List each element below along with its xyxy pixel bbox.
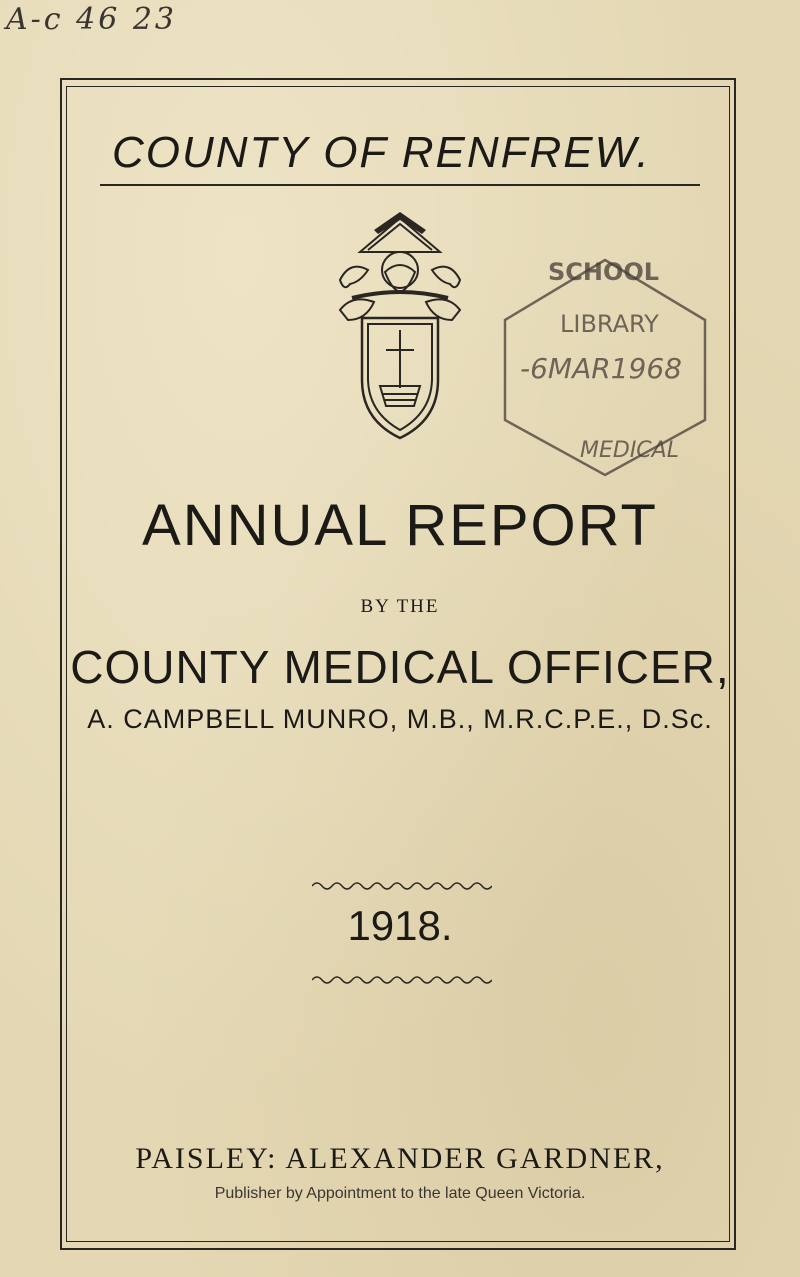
title-rule (100, 184, 700, 186)
officer-title: COUNTY MEDICAL OFFICER, (70, 641, 730, 693)
county-crest-icon (330, 210, 470, 450)
wavy-rule-bottom (312, 974, 492, 988)
by-the-label: BY THE (360, 596, 440, 617)
archive-mark: A-c 46 23 (6, 2, 178, 37)
stamp-date-text: -6MAR1968 (520, 352, 682, 385)
county-title: COUNTY OF RENFREW. (112, 128, 651, 177)
publisher-line: PAISLEY: ALEXANDER GARDNER, (135, 1142, 665, 1175)
officer-name: A. CAMPBELL MUNRO, M.B., M.R.C.P.E., D.Sc. (87, 704, 713, 734)
stamp-school-text: SCHOOL (548, 258, 660, 286)
stamp-library-text: LIBRARY (560, 310, 659, 338)
publisher-note: Publisher by Appointment to the late Queen Victoria. (214, 1185, 586, 1202)
report-title: ANNUAL REPORT (142, 493, 658, 558)
report-year: 1918. (347, 902, 453, 949)
stamp-medical-text: MEDICAL (580, 438, 679, 463)
wavy-rule-top (312, 876, 492, 890)
